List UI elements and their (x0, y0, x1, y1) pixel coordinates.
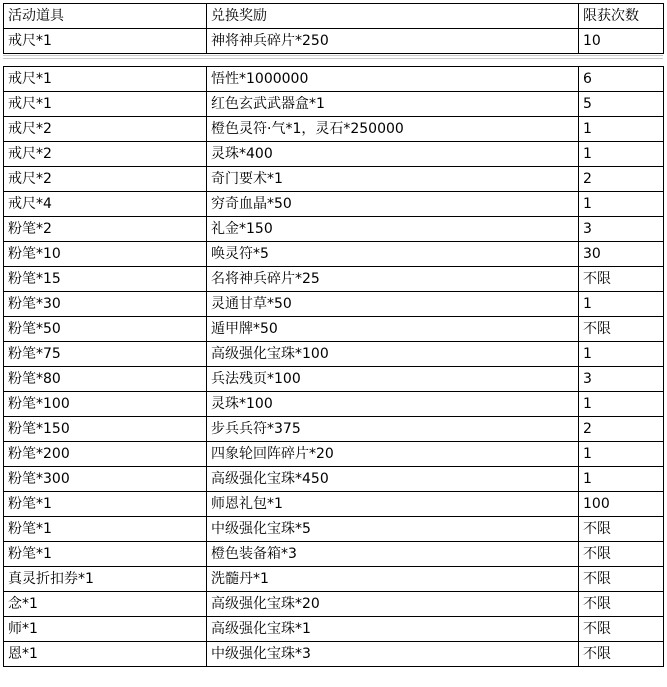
cell-limit: 2 (579, 417, 664, 442)
cell-limit: 5 (579, 92, 664, 117)
cell-reward: 橙色灵符·气*1，灵石*250000 (207, 117, 579, 142)
cell-limit: 1 (579, 292, 664, 317)
cell-item: 念*1 (4, 592, 207, 617)
table-row (4, 342, 664, 367)
cell-reward: 奇门要术*1 (207, 167, 579, 192)
table-row (4, 592, 664, 617)
cell-reward: 高级强化宝珠*100 (207, 342, 579, 367)
cell-item: 粉笔*50 (4, 317, 207, 342)
table-row (4, 642, 664, 667)
cell-reward: 兵法残页*100 (207, 367, 579, 392)
table-row (4, 29, 664, 54)
cell-limit: 100 (579, 492, 664, 517)
table-row (4, 442, 664, 467)
cell-item: 真灵折扣券*1 (4, 567, 207, 592)
cell-item: 粉笔*2 (4, 217, 207, 242)
table-row (4, 467, 664, 492)
cell-reward: 四象轮回阵碎片*20 (207, 442, 579, 467)
table-row (4, 292, 664, 317)
cell-item: 粉笔*10 (4, 242, 207, 267)
cell-limit: 1 (579, 142, 664, 167)
cell-reward: 悟性*1000000 (207, 67, 579, 92)
cell-limit: 不限 (579, 642, 664, 667)
header-reward: 兑换奖励 (207, 4, 579, 29)
cell-item: 粉笔*1 (4, 542, 207, 567)
cell-item: 粉笔*200 (4, 442, 207, 467)
exchange-table-header (3, 3, 664, 54)
header-item: 活动道具 (4, 4, 207, 29)
cell-reward: 中级强化宝珠*5 (207, 517, 579, 542)
cell-limit: 10 (579, 29, 664, 54)
cell-limit: 1 (579, 467, 664, 492)
cell-reward: 礼金*150 (207, 217, 579, 242)
cell-limit: 不限 (579, 267, 664, 292)
cell-item: 粉笔*30 (4, 292, 207, 317)
table-row (4, 542, 664, 567)
cell-reward: 唤灵符*5 (207, 242, 579, 267)
table-row (4, 167, 664, 192)
cell-reward: 红色玄武武器盒*1 (207, 92, 579, 117)
table-row (4, 67, 664, 92)
table-row (4, 567, 664, 592)
table-row (4, 267, 664, 292)
cell-item: 粉笔*1 (4, 492, 207, 517)
cell-item: 戒尺*2 (4, 117, 207, 142)
cell-limit: 1 (579, 392, 664, 417)
cell-limit: 1 (579, 117, 664, 142)
exchange-table (3, 66, 664, 667)
cell-item: 粉笔*150 (4, 417, 207, 442)
table-row (4, 242, 664, 267)
table-row (4, 517, 664, 542)
cell-item: 师*1 (4, 617, 207, 642)
cell-item: 粉笔*1 (4, 517, 207, 542)
cell-limit: 不限 (579, 517, 664, 542)
table-row (4, 492, 664, 517)
cell-reward: 穷奇血晶*50 (207, 192, 579, 217)
cell-item: 粉笔*75 (4, 342, 207, 367)
table-row (4, 92, 664, 117)
cell-item: 戒尺*4 (4, 192, 207, 217)
cell-limit: 不限 (579, 617, 664, 642)
cell-reward: 师恩礼包*1 (207, 492, 579, 517)
header-limit: 限获次数 (579, 4, 664, 29)
table-row (4, 117, 664, 142)
cell-reward: 高级强化宝珠*450 (207, 467, 579, 492)
table-row (4, 317, 664, 342)
cell-limit: 3 (579, 367, 664, 392)
header-row (4, 4, 664, 29)
table-row (4, 142, 664, 167)
cell-item: 粉笔*100 (4, 392, 207, 417)
table-divider (3, 55, 663, 59)
table-row (4, 367, 664, 392)
cell-reward: 神将神兵碎片*250 (207, 29, 579, 54)
cell-limit: 3 (579, 217, 664, 242)
table-row (4, 217, 664, 242)
cell-limit: 1 (579, 192, 664, 217)
table-row (4, 192, 664, 217)
cell-limit: 不限 (579, 567, 664, 592)
cell-reward: 高级强化宝珠*20 (207, 592, 579, 617)
cell-limit: 6 (579, 67, 664, 92)
cell-limit: 30 (579, 242, 664, 267)
cell-reward: 橙色装备箱*3 (207, 542, 579, 567)
cell-reward: 灵珠*100 (207, 392, 579, 417)
cell-limit: 1 (579, 342, 664, 367)
cell-reward: 灵珠*400 (207, 142, 579, 167)
table-row (4, 617, 664, 642)
cell-limit: 1 (579, 442, 664, 467)
cell-item: 戒尺*2 (4, 167, 207, 192)
table-row (4, 417, 664, 442)
cell-limit: 2 (579, 167, 664, 192)
cell-limit: 不限 (579, 592, 664, 617)
cell-reward: 中级强化宝珠*3 (207, 642, 579, 667)
cell-reward: 遁甲牌*50 (207, 317, 579, 342)
cell-item: 粉笔*15 (4, 267, 207, 292)
cell-item: 戒尺*1 (4, 92, 207, 117)
cell-item: 恩*1 (4, 642, 207, 667)
cell-reward: 洗髓丹*1 (207, 567, 579, 592)
cell-item: 戒尺*1 (4, 29, 207, 54)
cell-limit: 不限 (579, 317, 664, 342)
table-row (4, 392, 664, 417)
cell-reward: 高级强化宝珠*1 (207, 617, 579, 642)
cell-reward: 步兵兵符*375 (207, 417, 579, 442)
cell-reward: 灵通甘草*50 (207, 292, 579, 317)
cell-reward: 名将神兵碎片*25 (207, 267, 579, 292)
cell-item: 戒尺*1 (4, 67, 207, 92)
cell-item: 戒尺*2 (4, 142, 207, 167)
cell-limit: 不限 (579, 542, 664, 567)
cell-item: 粉笔*80 (4, 367, 207, 392)
cell-item: 粉笔*300 (4, 467, 207, 492)
